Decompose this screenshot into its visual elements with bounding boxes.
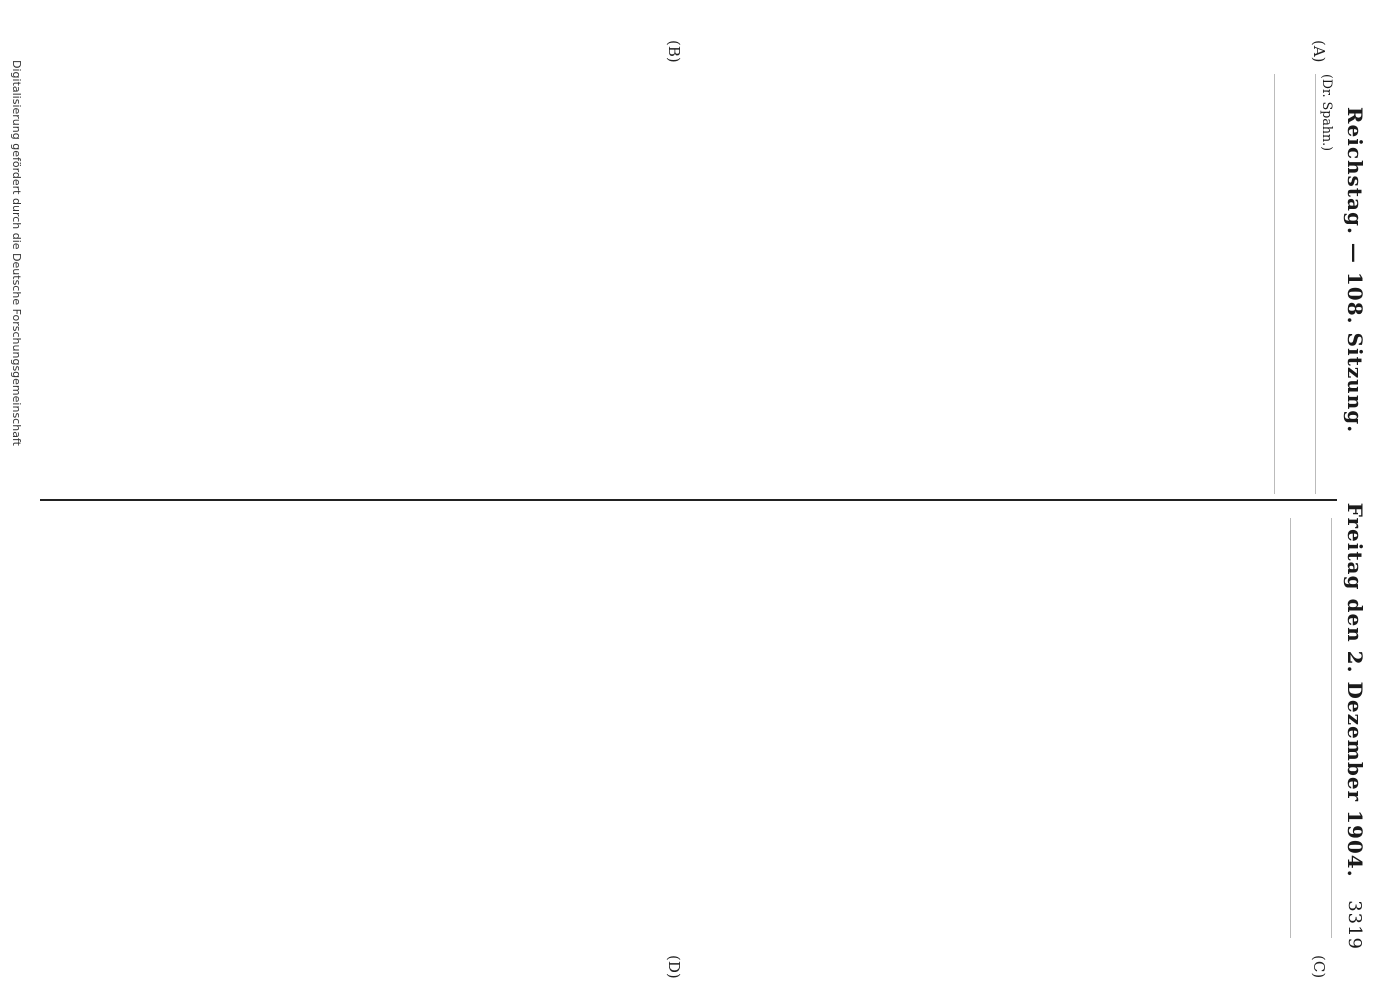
text-placeholder-left: [1274, 74, 1316, 494]
right-column: [40, 518, 1335, 938]
margin-marker-c: (C): [1310, 955, 1328, 979]
page-number: 3319: [1344, 900, 1366, 950]
column-divider: [40, 499, 1337, 501]
margin-marker-a: (A): [1310, 40, 1328, 63]
text-placeholder-right: [1290, 518, 1332, 938]
margin-marker-b: (B): [665, 40, 683, 63]
header-left-title: Reichstag. — 108. Sitzung.: [1343, 106, 1367, 434]
margin-marker-d: (D): [665, 955, 683, 979]
left-column: [40, 74, 1335, 494]
digitization-credit: Digitalisierung gefördert durch die Deutsche Forschungsgemeinschaft: [10, 60, 23, 446]
header-right-title: Freitag den 2. Dezember 1904.: [1343, 502, 1367, 878]
speaker-tag: (Dr. Spahn.): [1320, 74, 1335, 151]
page-header: [1341, 60, 1369, 950]
